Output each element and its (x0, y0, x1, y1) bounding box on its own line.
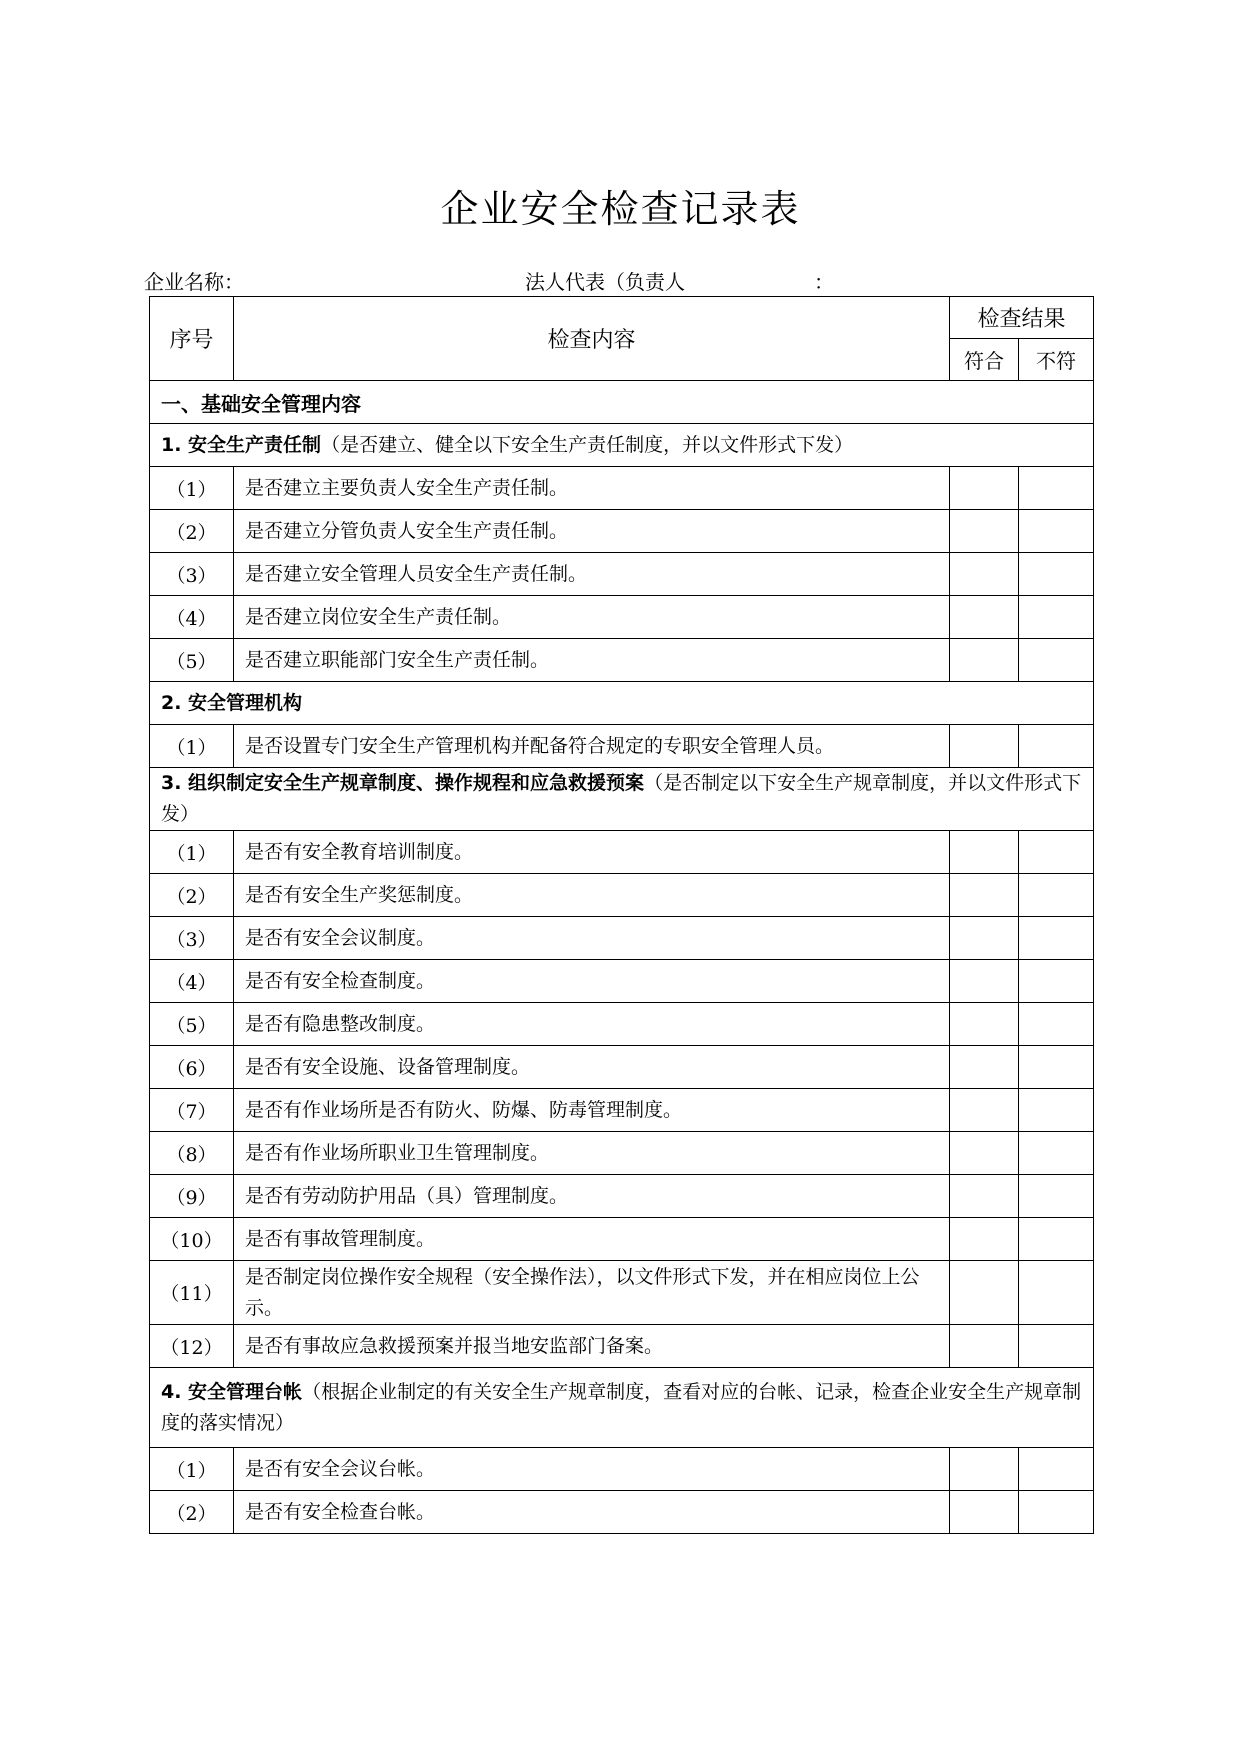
pass-check-cell[interactable] (950, 1132, 1019, 1175)
table-row (150, 1175, 1094, 1218)
pass-check-cell[interactable] (950, 831, 1019, 874)
table-row (150, 1003, 1094, 1046)
header-fail: 不符 (1019, 339, 1094, 381)
section-heading (150, 682, 1094, 725)
table-row (150, 596, 1094, 639)
fail-check-cell[interactable] (1019, 1261, 1094, 1325)
table-row (150, 1132, 1094, 1175)
header-content: 检查内容 (234, 297, 950, 381)
enterprise-name-label: 企业名称： (144, 270, 244, 294)
fail-check-cell[interactable] (1019, 831, 1094, 874)
table-row (150, 1261, 1094, 1325)
section-note: （是否建立、健全以下安全生产责任制度，并以文件形式下发） (321, 433, 854, 456)
pass-check-cell[interactable] (950, 1491, 1019, 1534)
page-title: 企业安全检查记录表 (440, 187, 801, 231)
pass-check-cell[interactable] (950, 1261, 1019, 1325)
fail-check-cell[interactable] (1019, 1003, 1094, 1046)
table-row (150, 1491, 1094, 1534)
item-number: （1） (150, 467, 234, 510)
item-content: 是否有安全生产奖惩制度。 (234, 874, 950, 917)
table-row (150, 874, 1094, 917)
pass-check-cell[interactable] (950, 1175, 1019, 1218)
item-content: 是否有劳动防护用品（具）管理制度。 (234, 1175, 950, 1218)
item-number: （9） (150, 1175, 234, 1218)
table-row (150, 639, 1094, 682)
pass-check-cell[interactable] (950, 874, 1019, 917)
fail-check-cell[interactable] (1019, 639, 1094, 682)
table-row (150, 467, 1094, 510)
inspection-table (149, 296, 1094, 1534)
item-number: （10） (150, 1218, 234, 1261)
fail-check-cell[interactable] (1019, 1218, 1094, 1261)
item-number: （11） (150, 1261, 234, 1325)
legal-representative-colon: ： (814, 270, 834, 294)
item-number: （1） (150, 831, 234, 874)
item-number: （1） (150, 725, 234, 768)
fail-check-cell[interactable] (1019, 467, 1094, 510)
pass-check-cell[interactable] (950, 1003, 1019, 1046)
pass-check-cell[interactable] (950, 725, 1019, 768)
table-row (150, 510, 1094, 553)
item-number: （5） (150, 639, 234, 682)
item-number: （6） (150, 1046, 234, 1089)
section-title: 3. 组织制定安全生产规章制度、操作规程和应急救援预案 (161, 772, 645, 794)
table-row (150, 553, 1094, 596)
item-content: 是否建立主要负责人安全生产责任制。 (234, 467, 950, 510)
fail-check-cell[interactable] (1019, 960, 1094, 1003)
fail-check-cell[interactable] (1019, 1448, 1094, 1491)
fail-check-cell[interactable] (1019, 1089, 1094, 1132)
header-result: 检查结果 (950, 297, 1094, 339)
item-content: 是否建立安全管理人员安全生产责任制。 (234, 553, 950, 596)
item-number: （2） (150, 874, 234, 917)
section-title: 2. 安全管理机构 (161, 691, 303, 714)
table-row (150, 1046, 1094, 1089)
item-number: （2） (150, 1491, 234, 1534)
pass-check-cell[interactable] (950, 510, 1019, 553)
table-row (150, 1089, 1094, 1132)
header-seq: 序号 (150, 297, 234, 381)
item-content: 是否有隐患整改制度。 (234, 1003, 950, 1046)
fail-check-cell[interactable] (1019, 553, 1094, 596)
item-number: （1） (150, 1448, 234, 1491)
pass-check-cell[interactable] (950, 639, 1019, 682)
section-note: （根据企业制定的有关安全生产规章制度，查看对应的台帐、记录，检查企业安全生产规章制度的落实情况） (161, 1380, 1082, 1434)
item-content: 是否有事故管理制度。 (234, 1218, 950, 1261)
pass-check-cell[interactable] (950, 960, 1019, 1003)
fail-check-cell[interactable] (1019, 596, 1094, 639)
pass-check-cell[interactable] (950, 1218, 1019, 1261)
item-content: 是否有事故应急救援预案并报当地安监部门备案。 (234, 1325, 950, 1368)
pass-check-cell[interactable] (950, 1089, 1019, 1132)
table-row (150, 1325, 1094, 1368)
item-number: （4） (150, 596, 234, 639)
item-content: 是否建立岗位安全生产责任制。 (234, 596, 950, 639)
item-content: 是否有安全教育培训制度。 (234, 831, 950, 874)
table-row (150, 725, 1094, 768)
item-content: 是否有作业场所职业卫生管理制度。 (234, 1132, 950, 1175)
fail-check-cell[interactable] (1019, 510, 1094, 553)
header-pass: 符合 (950, 339, 1019, 381)
item-content: 是否有安全会议制度。 (234, 917, 950, 960)
item-content: 是否建立分管负责人安全生产责任制。 (234, 510, 950, 553)
header-fields (144, 266, 1094, 296)
item-content: 是否有安全检查制度。 (234, 960, 950, 1003)
part-heading: 一、基础安全管理内容 (150, 381, 1094, 424)
section-heading (150, 424, 1094, 467)
section-title: 4. 安全管理台帐 (161, 1380, 303, 1403)
item-content: 是否建立职能部门安全生产责任制。 (234, 639, 950, 682)
table-row (150, 960, 1094, 1003)
item-content: 是否有安全设施、设备管理制度。 (234, 1046, 950, 1089)
fail-check-cell[interactable] (1019, 1175, 1094, 1218)
item-number: （4） (150, 960, 234, 1003)
section-title: 1. 安全生产责任制 (161, 433, 322, 456)
fail-check-cell[interactable] (1019, 1491, 1094, 1534)
item-number: （2） (150, 510, 234, 553)
item-number: （5） (150, 1003, 234, 1046)
pass-check-cell[interactable] (950, 553, 1019, 596)
item-number: （3） (150, 553, 234, 596)
item-number: （3） (150, 917, 234, 960)
fail-check-cell[interactable] (1019, 725, 1094, 768)
pass-check-cell[interactable] (950, 1046, 1019, 1089)
table-row (150, 1448, 1094, 1491)
fail-check-cell[interactable] (1019, 874, 1094, 917)
pass-check-cell[interactable] (950, 467, 1019, 510)
legal-representative-label: 法人代表（负责人 (525, 270, 685, 294)
item-number: （12） (150, 1325, 234, 1368)
item-content: 是否有作业场所是否有防火、防爆、防毒管理制度。 (234, 1089, 950, 1132)
table-row (150, 831, 1094, 874)
table-row (150, 1218, 1094, 1261)
pass-check-cell[interactable] (950, 596, 1019, 639)
item-number: （8） (150, 1132, 234, 1175)
item-content: 是否制定岗位操作安全规程（安全操作法），以文件形式下发，并在相应岗位上公示。 (234, 1261, 950, 1325)
fail-check-cell[interactable] (1019, 1046, 1094, 1089)
section-heading (150, 1368, 1094, 1448)
item-content: 是否有安全会议台帐。 (234, 1448, 950, 1491)
fail-check-cell[interactable] (1019, 1132, 1094, 1175)
pass-check-cell[interactable] (950, 1325, 1019, 1368)
pass-check-cell[interactable] (950, 1448, 1019, 1491)
table-row (150, 917, 1094, 960)
fail-check-cell[interactable] (1019, 917, 1094, 960)
item-content: 是否设置专门安全生产管理机构并配备符合规定的专职安全管理人员。 (234, 725, 950, 768)
fail-check-cell[interactable] (1019, 1325, 1094, 1368)
section-heading (150, 768, 1094, 831)
pass-check-cell[interactable] (950, 917, 1019, 960)
section-note: （是否制定以下安全生产规章制度，并以文件形式下发） (161, 772, 1082, 825)
item-content: 是否有安全检查台帐。 (234, 1491, 950, 1534)
item-number: （7） (150, 1089, 234, 1132)
